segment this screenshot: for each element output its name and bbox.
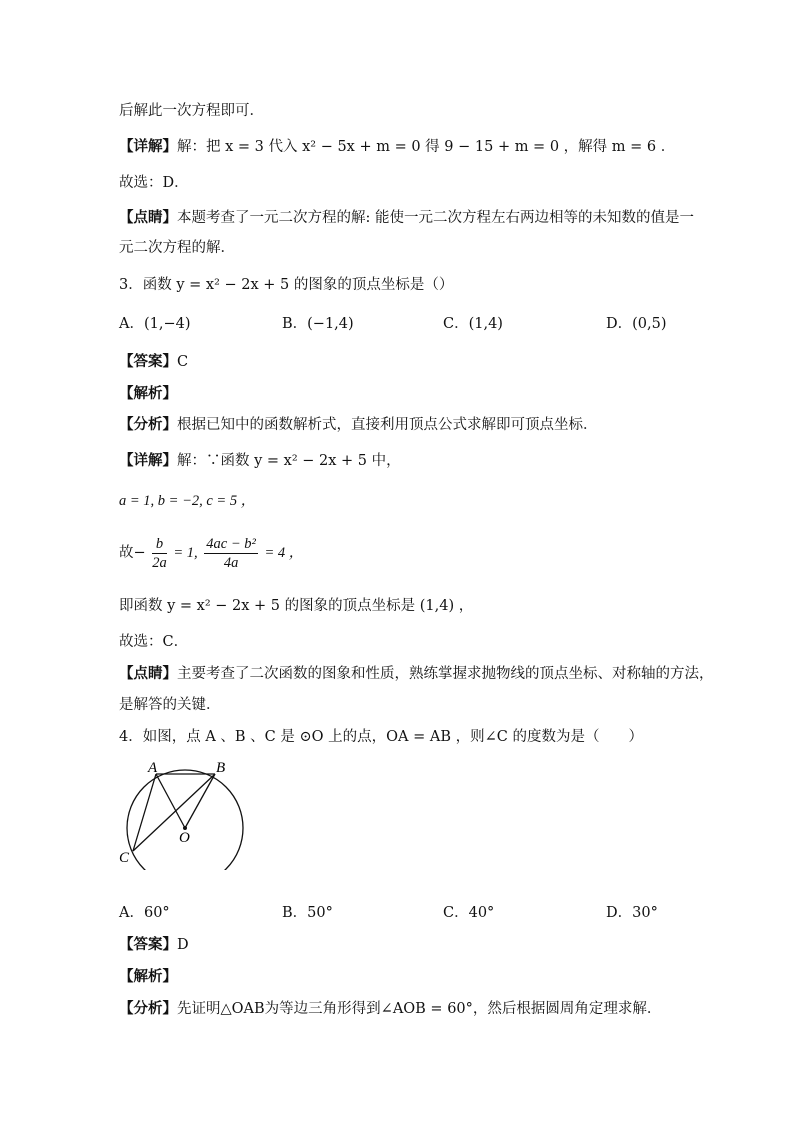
comment-text: 是解答的关键． [119, 697, 221, 713]
coefficient-line [119, 491, 255, 511]
radius-oa [156, 774, 185, 828]
comment-text: 本题考查了一元二次方程的解: 能使一元二次方程左右两边相等的未知数的值是一 [177, 210, 694, 226]
answer-line [119, 935, 189, 955]
option-a: A．60° [119, 905, 170, 921]
choice-text: 故选：C． [119, 634, 189, 650]
coefficient-text: a = 1, b = −2, c = 5 ， [119, 493, 256, 509]
detail-line [119, 451, 401, 471]
option-a: A．(1,−4) [119, 316, 191, 332]
answer-line [119, 352, 188, 372]
fraction-denominator: 2a [152, 554, 167, 571]
analysis-line [119, 999, 661, 1019]
fraction-vertex-y [204, 535, 258, 572]
option-c: C．40° [443, 905, 495, 921]
question-3 [119, 275, 453, 295]
detail-line [119, 137, 675, 157]
formula-line [119, 533, 303, 573]
detail-tag: 【详解】 [119, 139, 177, 155]
choice-line [119, 632, 188, 652]
text-content: 后解此一次方程即可． [119, 103, 264, 119]
fraction-numerator: 4ac − b² [206, 535, 256, 552]
comment-tag: 【点睛】 [119, 210, 177, 226]
analysis-heading [119, 384, 177, 404]
formula-end: = 4 ， [264, 545, 304, 561]
option-d: D．(0,5) [606, 316, 667, 332]
vertex-text: 即函数 y = x² − 2x + 5 的图象的顶点坐标是 (1,4) ， [119, 598, 474, 614]
option-b: B．(−1,4) [282, 316, 354, 332]
fraction-numerator: b [152, 535, 167, 554]
label-b: B [216, 760, 226, 776]
formula-mid: = 1, [173, 545, 198, 561]
analysis-tag: 【解析】 [119, 386, 177, 402]
fraction-denominator: 4a [223, 554, 239, 571]
comment-line-cont [119, 695, 221, 715]
answer-tag: 【答案】 [119, 937, 177, 953]
option-c: C．(1,4) [443, 316, 503, 332]
analysis-heading [119, 967, 177, 987]
choice-line [119, 173, 189, 193]
vertex-line [119, 596, 473, 616]
analysis-text: 先证明△OAB为等边三角形得到∠AOB = 60°，然后根据圆周角定理求解． [177, 1001, 662, 1017]
analysis-subtag: 【分析】 [119, 1001, 177, 1017]
analysis-text: 根据已知中的函数解析式，直接利用顶点公式求解即可顶点坐标． [177, 417, 598, 433]
detail-text: 解：∵函数 y = x² − 2x + 5 中， [177, 453, 401, 469]
fraction-b-over-2a [152, 535, 167, 572]
question-text: 3．函数 y = x² − 2x + 5 的图象的顶点坐标是（） [119, 277, 454, 293]
detail-tag: 【详解】 [119, 453, 177, 469]
analysis-tag: 【解析】 [119, 969, 177, 985]
formula-prefix: 故− [119, 545, 146, 561]
option-b: B．50° [282, 905, 333, 921]
choice-text: 故选：D． [119, 175, 189, 191]
answer-value: C [177, 354, 189, 370]
label-c: C [119, 850, 130, 866]
circle-o [127, 770, 243, 870]
comment-text: 主要考查了二次函数的图象和性质，熟练掌握求抛物线的顶点坐标、对称轴的方法， [177, 666, 714, 682]
comment-line-cont [119, 238, 235, 258]
comment-tag: 【点睛】 [119, 666, 177, 682]
comment-text: 元二次方程的解． [119, 240, 235, 256]
label-a: A [148, 760, 158, 776]
option-d: D．30° [606, 905, 658, 921]
analysis-line [119, 415, 598, 435]
question-4 [119, 727, 643, 747]
question-text: 4．如图，点 A 、B 、C 是 ⊙O 上的点，OA = AB ，则∠C 的度数为是（ ） [119, 729, 643, 745]
circle-figure [118, 758, 258, 870]
answer-tag: 【答案】 [119, 354, 177, 370]
detail-text: 解：把 x = 3 代入 x² − 5x + m = 0 得 9 − 15 + m = 0 ，解得 m = 6 ． [177, 139, 676, 155]
analysis-subtag: 【分析】 [119, 417, 177, 433]
comment-line [119, 664, 714, 684]
text-line [119, 101, 264, 121]
label-o: O [179, 830, 190, 846]
comment-line [119, 208, 694, 228]
answer-value: D [177, 937, 189, 953]
radius-ob [185, 774, 215, 828]
